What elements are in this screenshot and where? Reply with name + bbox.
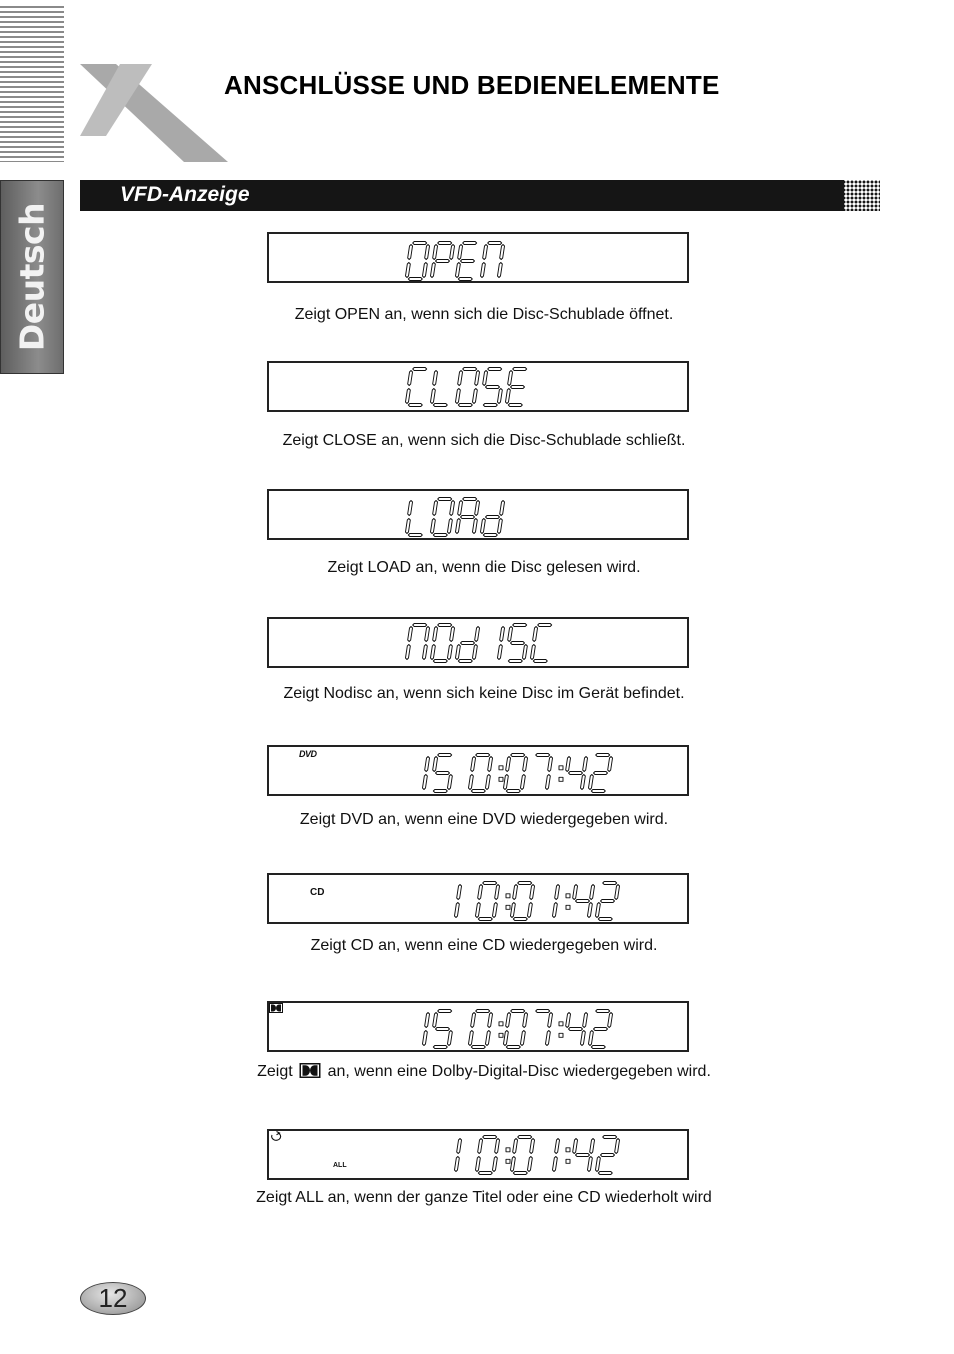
caption-close: Zeigt CLOSE an, wenn sich die Disc-Schublade schließt. (282, 432, 686, 449)
caption-dolby-before: Zeigt (257, 1063, 293, 1080)
vfd-segments (269, 747, 691, 798)
vfd-segments (269, 1003, 691, 1054)
vfd-segments (269, 1131, 691, 1182)
vfd-segments (269, 491, 691, 542)
vfd-segments (269, 875, 691, 926)
caption-dolby-after: an, wenn eine Dolby-Digital-Disc wiedergegeben wird. (327, 1063, 711, 1080)
caption-cd: Zeigt CD an, wenn eine CD wiedergegeben wird. (310, 937, 658, 954)
page-number: 12 (80, 1282, 146, 1315)
caption-nodisc: Zeigt Nodisc an, wenn sich keine Disc im Gerät befindet. (283, 685, 685, 702)
vfd-display-close (267, 361, 689, 412)
caption-open: Zeigt OPEN an, wenn sich die Disc-Schublade öffnet. (294, 306, 674, 323)
vfd-display-nodisc (267, 617, 689, 668)
cd-indicator: CD (310, 887, 325, 898)
caption-load: Zeigt LOAD an, wenn die Disc gelesen wird. (327, 559, 641, 576)
caption-dvd: Zeigt DVD an, wenn eine DVD wiedergegeben wird. (299, 811, 669, 828)
vfd-display-cd (267, 873, 689, 924)
repeat-all-indicator: ALL (333, 1162, 347, 1169)
vfd-display-dolby (267, 1001, 689, 1052)
vfd-segments (269, 234, 691, 285)
language-tab (0, 180, 64, 374)
caption-all: Zeigt ALL an, wenn der ganze Titel oder eine CD wiederholt wird (256, 1189, 712, 1206)
brand-x-logo-icon (78, 58, 228, 164)
decorative-stripes (0, 6, 64, 162)
language-tab-label: Deutsch (12, 202, 52, 352)
page-title: ANSCHLÜSSE UND BEDIENELEMENTE (224, 70, 720, 100)
vfd-display-all (267, 1129, 689, 1180)
vfd-display-open (267, 232, 689, 283)
vfd-segments (269, 363, 691, 414)
caption-dolby (0, 1063, 954, 1081)
dolby-digital-icon (269, 1003, 283, 1013)
vfd-display-load (267, 489, 689, 540)
vfd-display-dvd (267, 745, 689, 796)
section-header (80, 180, 844, 211)
vfd-segments (269, 619, 691, 670)
section-header-dots (838, 180, 880, 211)
dvd-indicator: DVD (299, 749, 317, 759)
dolby-digital-icon (299, 1063, 321, 1078)
section-title: VFD-Anzeige (120, 183, 250, 206)
